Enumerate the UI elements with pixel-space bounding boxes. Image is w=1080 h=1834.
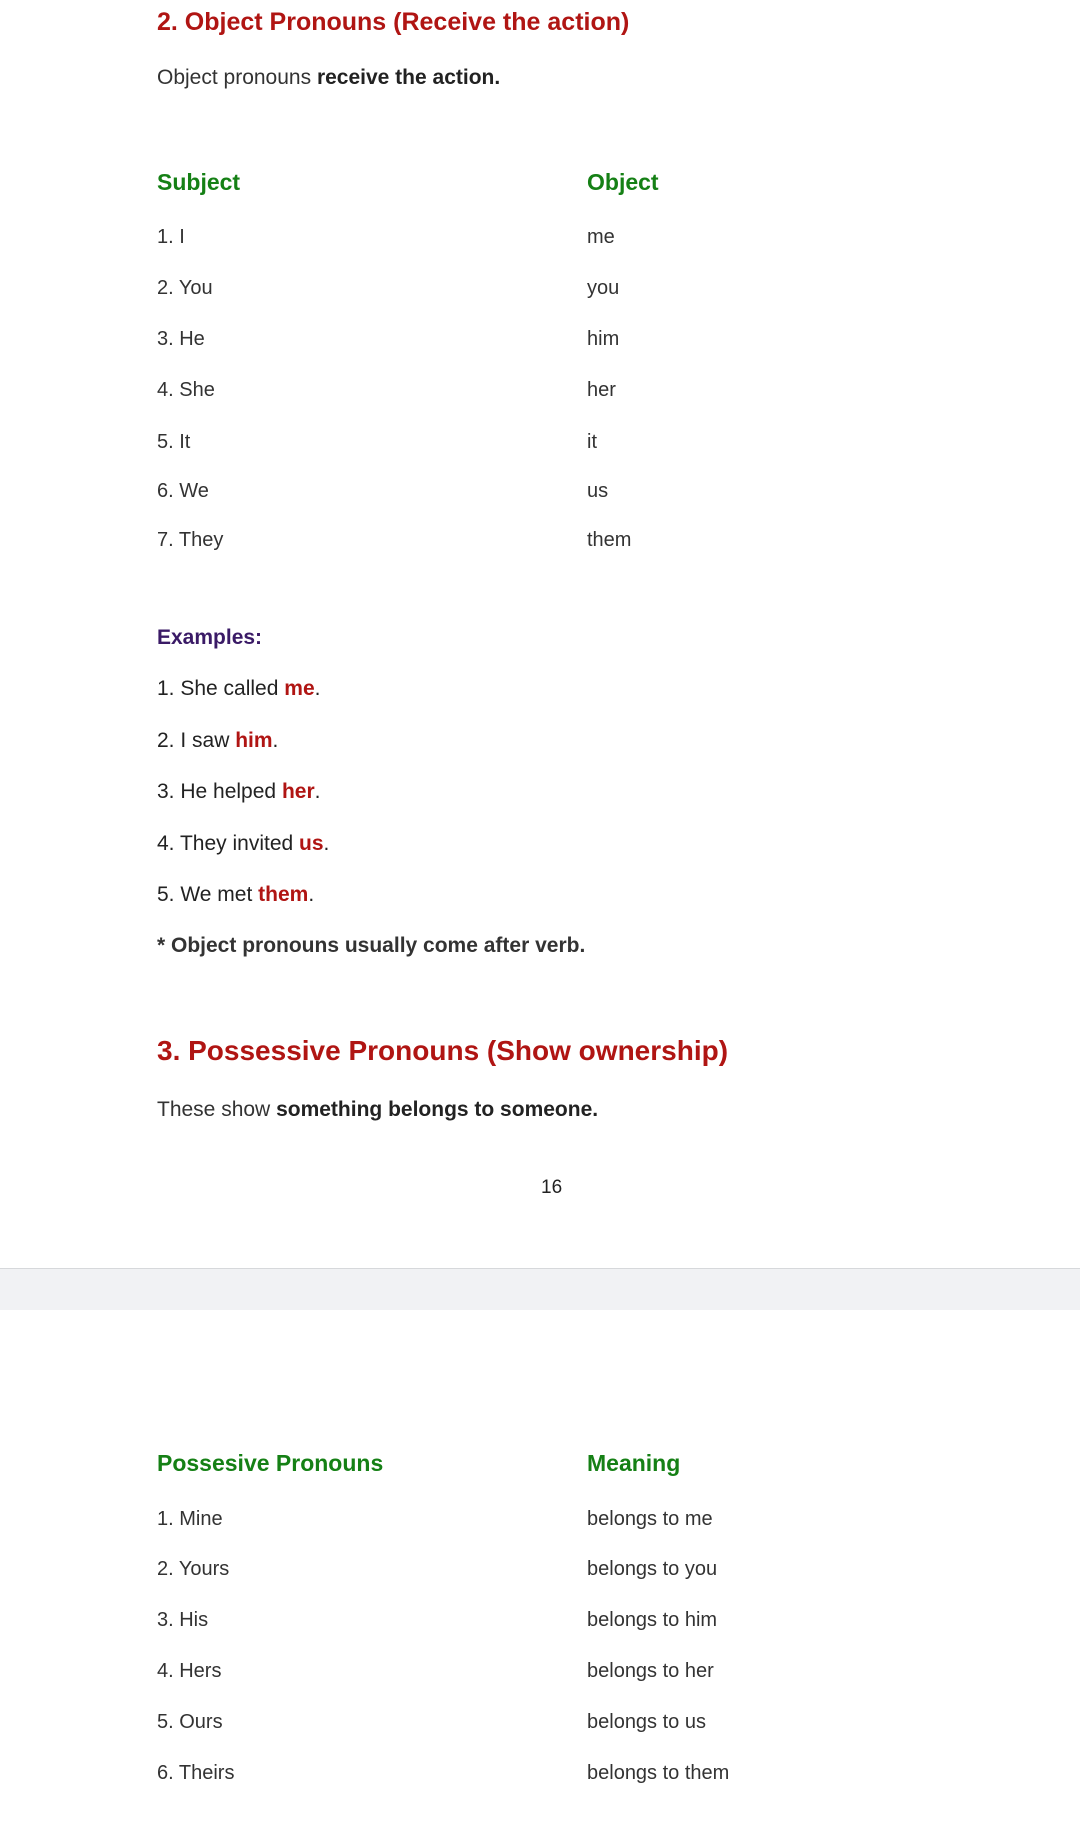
object-cell: me [587,226,615,248]
example-pronoun: him [235,729,273,752]
example-line [157,883,314,907]
possessive-cell: 2. Yours [157,1558,230,1580]
page-separator [0,1268,1080,1311]
subject-column-header: Subject [157,169,241,195]
meaning-cell: belongs to her [587,1660,714,1682]
possessive-cell: 4. Hers [157,1660,222,1682]
possessive-cell: 6. Theirs [157,1762,235,1784]
subject-cell: 7. They [157,529,224,551]
example-period: . [308,883,315,906]
example-pronoun: her [281,780,315,803]
example-line [157,832,329,856]
example-text: 2. I saw [157,729,236,752]
example-period: . [272,729,279,752]
meaning-cell: belongs to me [587,1508,713,1530]
section-3-intro-emphasis: something belongs to someone. [276,1098,599,1121]
meaning-cell: belongs to them [587,1762,730,1784]
section-3-intro-text: These show [157,1098,277,1121]
subject-cell: 1. I [157,226,185,248]
example-pronoun: me [284,677,315,700]
object-cell: her [587,379,616,401]
examples-heading: Examples: [157,626,263,649]
example-pronoun: them [258,883,309,906]
example-period: . [314,677,321,700]
object-pronoun-note: * Object pronouns usually come after verb. [157,934,586,957]
meaning-cell: belongs to you [587,1558,718,1580]
object-cell: you [587,277,620,299]
subject-cell: 5. It [157,431,191,453]
possessive-cell: 1. Mine [157,1508,223,1530]
section-2-intro-text: Object pronouns [157,66,317,89]
example-line [157,780,320,804]
section-2-title: 2. Object Pronouns (Receive the action) [157,8,630,36]
section-3-intro [157,1098,598,1122]
page-number: 16 [541,1177,563,1198]
object-cell: him [587,328,620,350]
possessive-column-header: Possesive Pronouns [157,1450,384,1476]
example-text: 5. We met [157,883,259,906]
example-text: 3. He helped [157,780,282,803]
example-pronoun: us [299,832,324,855]
section-2-intro-emphasis: receive the action. [316,66,501,89]
section-2-intro [157,66,500,90]
example-text: 4. They invited [157,832,300,855]
subject-cell: 4. She [157,379,215,401]
object-cell: us [587,480,609,502]
meaning-cell: belongs to him [587,1609,718,1631]
subject-cell: 2. You [157,277,213,299]
possessive-cell: 5. Ours [157,1711,223,1733]
meaning-cell: belongs to us [587,1711,706,1733]
example-text: 1. She called [157,677,285,700]
object-column-header: Object [587,169,659,195]
example-period: . [323,832,330,855]
document-page-17 [0,1310,1080,1834]
object-cell: it [587,431,597,453]
section-3-title: 3. Possessive Pronouns (Show ownership) [157,1035,729,1066]
subject-cell: 3. He [157,328,205,350]
example-line [157,729,278,753]
example-period: . [314,780,321,803]
possessive-cell: 3. His [157,1609,209,1631]
object-cell: them [587,529,632,551]
meaning-column-header: Meaning [587,1450,681,1476]
example-line [157,677,320,701]
subject-cell: 6. We [157,480,209,502]
